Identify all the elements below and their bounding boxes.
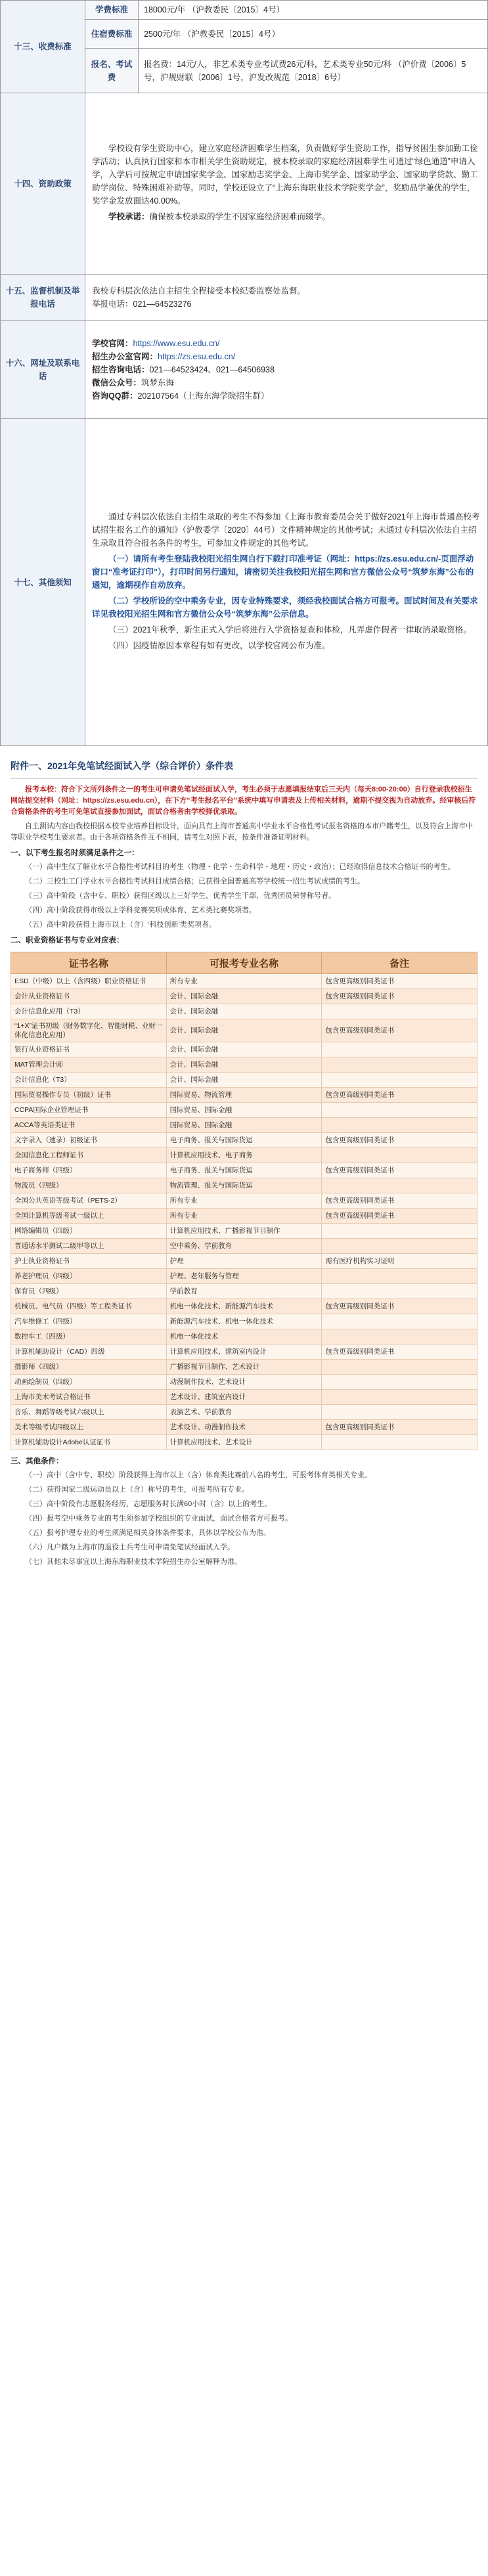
table-row xyxy=(11,1193,477,1209)
major-cell: 机电一体化技术、新能源汽车技术 xyxy=(166,1299,322,1314)
major-cell: 所有专业 xyxy=(166,974,322,989)
contact-item xyxy=(92,376,481,389)
contact-item xyxy=(92,363,481,376)
certificate-name-cell: 网络编辑员（四级） xyxy=(11,1224,167,1239)
notes-paragraph: （二）学校所设的空中乘务专业，因专业特殊要求，须经我校面试合格方可报考。面试时间及有关要求详见我校阳光招生网和官方微信公众号“筑梦东海”公示信息。 xyxy=(92,596,478,619)
major-cell: 会计、国际金融 xyxy=(166,1057,322,1073)
contact-label: 招生咨询电话： xyxy=(92,365,150,374)
fee-value: 18000元/年 （沪教委民〔2015〕4号） xyxy=(139,1,488,20)
major-cell: 会计、国际金融 xyxy=(166,1073,322,1088)
certificate-name-cell: 文字录入（速录）初级证书 xyxy=(11,1133,167,1148)
contact-label: 微信公众号： xyxy=(92,378,142,388)
certificate-name-cell: 普通话水平测试二级甲等以上 xyxy=(11,1239,167,1254)
note-cell: 包含更高级别同类证书 xyxy=(322,1163,477,1178)
note-cell: 包含更高级别同类证书 xyxy=(322,1019,477,1042)
table-row xyxy=(11,1224,477,1239)
column-header: 证书名称 xyxy=(11,952,167,974)
charter-table xyxy=(0,0,488,746)
certificate-name-cell: 电子商务师（四级） xyxy=(11,1163,167,1178)
certificate-name-cell: “1+X”证书初级（财务数字化、智能财税、业财一体化信息化应用） xyxy=(11,1019,167,1042)
condition-item: （四）高中阶段获得市级以上学科竞赛奖项或体育、艺术类比赛奖项者。 xyxy=(25,906,256,914)
contact-row xyxy=(1,321,488,419)
major-cell: 电子商务、报关与国际货运 xyxy=(166,1133,322,1148)
condition-item: （三）高中阶段有志愿服务经历，志愿服务时长满60小时（含）以上的考生。 xyxy=(25,1500,272,1508)
aid-promise xyxy=(92,210,481,223)
condition-item: （五）高中阶段获得上海市以上（含）‘科技创新’类奖项者。 xyxy=(25,921,216,929)
appendix-heading: 二、职业资格证书与专业对应表： xyxy=(11,937,124,944)
table-row xyxy=(11,1103,477,1118)
table-row xyxy=(11,1269,477,1284)
certificate-name-cell: 全国信息化工程师证书 xyxy=(11,1148,167,1163)
table-row xyxy=(11,1133,477,1148)
table-row xyxy=(11,1148,477,1163)
certificate-name-cell: 全国计算机等级考试一级以上 xyxy=(11,1209,167,1224)
certificate-name-cell: ACCA等英语类证书 xyxy=(11,1118,167,1133)
note-cell: 需有医疗机构实习证明 xyxy=(322,1254,477,1269)
appendix-intro-text: 报考本校：符合下文所列条件之一的考生可申请免笔试经面试入学，考生必须于志愿填报结束后三天内（每天8:00-20:00）自行登录我校招生网站提交材料（网址：https://zs.esu.edu.cn），在下方“考生报名平台”系统中填写申请表及上传相关材料，逾期不提交视为自动放弃。经审核后符合资格条件的考生可免笔试直接参加面试，面试合格者由学校择优录取。 xyxy=(11,786,476,816)
note-cell xyxy=(322,1224,477,1239)
major-cell: 表演艺术、学前教育 xyxy=(166,1405,322,1420)
major-cell: 会计、国际金融 xyxy=(166,1042,322,1057)
fee-row-tuition xyxy=(1,1,488,20)
major-cell: 机电一体化技术 xyxy=(166,1329,322,1344)
note-cell xyxy=(322,1329,477,1344)
table-row xyxy=(11,1239,477,1254)
appendix-intro: 自主测试内容由我校根据本校专业培养目标设计，面向具有上海市普通高中学业水平合格性考试报名资格的本市户籍考生，以及符合上海市中等职业学校考生要求者。由于各项资格条件互不相同，请考生对照下表，按条件准备证明材料。 xyxy=(11,822,473,841)
notes-paragraph: （四）因疫情原因本章程有如有更改，以学校官网公布为准。 xyxy=(108,640,330,650)
table-row xyxy=(11,1299,477,1314)
notes-content xyxy=(85,419,488,746)
notes-paragraph: （一）请所有考生登陆我校阳光招生网自行下载打印准考证（网址：https://zs.esu.edu.cn/-页面浮动窗口“准考证打印”），打印时间另行通知，请密切关注我校阳光招生网和官方微信公众号“筑梦东海”公布的通知，逾期视作自动放弃。 xyxy=(92,554,474,590)
note-cell xyxy=(322,1405,477,1420)
table-row xyxy=(11,1019,477,1042)
major-cell: 物流管理、报关与国际货运 xyxy=(166,1178,322,1193)
note-cell: 包含更高级别同类证书 xyxy=(322,1209,477,1224)
table-row xyxy=(11,1209,477,1224)
certificate-table-header xyxy=(11,952,477,974)
table-row xyxy=(11,1073,477,1088)
note-cell: 包含更高级别同类证书 xyxy=(322,989,477,1004)
note-cell xyxy=(322,1148,477,1163)
certificate-table xyxy=(11,952,477,1450)
major-cell: 国际贸易、物流管理 xyxy=(166,1088,322,1103)
major-cell: 计算机应用技术、建筑室内设计 xyxy=(166,1344,322,1360)
table-row xyxy=(11,1118,477,1133)
supervision-phone: 举报电话：021—64523276 xyxy=(92,299,192,309)
aid-paragraph: 学校设有学生资助中心，建立家庭经济困难学生档案，负责做好学生资助工作，指导贫困生参加勤工俭学活动；认真执行国家和本市相关学生资助规定，被本校录取的家庭经济困难学生可通过“绿色通道”申请入学，入学后可按规定申请国家奖学金、国家励志奖学金、上海市奖学金、国家助学金、国家助学贷款、勤工助学岗位、特殊困难补助等。同时，学校还设立了“上海东海职业技术学院奖学金”，奖励品学兼优的学生，奖学金发放面达40.00%。 xyxy=(92,143,478,206)
certificate-name-cell: 摄影师（四级） xyxy=(11,1360,167,1375)
certificate-name-cell: 计算机辅助设计（CAD）四级 xyxy=(11,1344,167,1360)
table-row xyxy=(11,1004,477,1019)
certificate-name-cell: 计算机辅助设计Adobe认证证书 xyxy=(11,1435,167,1450)
condition-item: （一）高中生仅了解业水平合格性考试科目的考生（物理・化学・生命科学・地理・历史・政治）；已经取得信息技术合格证书的考生。 xyxy=(25,863,455,871)
certificate-name-cell: 全国公共英语等级考试（PETS-2） xyxy=(11,1193,167,1209)
certificate-name-cell: ESD（中级）以上（含四级）职业资格证书 xyxy=(11,974,167,989)
certificate-name-cell: CCPA国际企业管理证书 xyxy=(11,1103,167,1118)
contact-item xyxy=(92,350,481,363)
aid-promise-label: 学校承诺： xyxy=(108,211,150,221)
major-cell: 国际贸易、国际金融 xyxy=(166,1103,322,1118)
aid-promise-text: 确保被本校录取的学生不因家庭经济困难而辍学。 xyxy=(149,211,330,221)
contact-label: 学校官网： xyxy=(92,338,133,348)
note-cell xyxy=(322,1284,477,1299)
aid-row xyxy=(1,93,488,275)
major-cell: 会计、国际金融 xyxy=(166,1004,322,1019)
major-cell: 会计、国际金融 xyxy=(166,989,322,1004)
contact-item xyxy=(92,337,481,350)
table-row xyxy=(11,1435,477,1450)
school-website-link[interactable]: https://www.esu.edu.cn/ xyxy=(133,338,220,348)
section-fees-title: 十三、收费标准 xyxy=(1,1,85,93)
certificate-name-cell: 会计从业资格证书 xyxy=(11,989,167,1004)
column-header: 备注 xyxy=(322,952,477,974)
certificate-name-cell: 保育员（四级） xyxy=(11,1284,167,1299)
condition-item: （二）三校生工门学业水平合格性考试科目成绩合格；已获得全国普通高等学校统一招生考试成绩的考生。 xyxy=(25,877,365,885)
major-cell: 护理 xyxy=(166,1254,322,1269)
certificate-name-cell: 会计信息化应用（T3） xyxy=(11,1004,167,1019)
certificate-name-cell: 养老护理员（四级） xyxy=(11,1269,167,1284)
certificate-name-cell: 机械员、电气员（四级）等工程类证书 xyxy=(11,1299,167,1314)
certificate-name-cell: 会计信息化（T3） xyxy=(11,1073,167,1088)
major-cell: 艺术设计、建筑室内设计 xyxy=(166,1390,322,1405)
fee-value: 报名费：14元/人，非艺术类专业考试费26元/科，艺术类专业50元/科 （沪价费〔2006〕5号，沪规财联〔2006〕1号，沪发改规范〔2018〕6号） xyxy=(139,49,488,93)
qq-group: 202107564（上海东海学院招生群） xyxy=(137,391,269,401)
appendix-heading: 三、其他条件： xyxy=(11,1457,64,1465)
table-row xyxy=(11,1178,477,1193)
section-aid-title: 十四、资助政策 xyxy=(1,93,85,275)
table-row xyxy=(11,1254,477,1269)
major-cell: 空中乘务、学前教育 xyxy=(166,1239,322,1254)
note-cell xyxy=(322,1375,477,1390)
section-notes-title: 十七、其他须知 xyxy=(1,419,85,746)
consult-phone: 021—64523424、021—64506938 xyxy=(149,365,275,374)
appendix xyxy=(0,746,488,1584)
note-cell xyxy=(322,1042,477,1057)
major-cell: 新能源汽车技术、机电一体化技术 xyxy=(166,1314,322,1329)
major-cell: 计算机应用技术、广播影视节目制作 xyxy=(166,1224,322,1239)
note-cell: 包含更高级别同类证书 xyxy=(322,1133,477,1148)
fee-label: 报名、考试费 xyxy=(85,49,139,93)
condition-item: （二）获得国家二级运动员以上（含）称号的考生，可报考所有专业。 xyxy=(25,1486,249,1494)
table-row xyxy=(11,1375,477,1390)
note-cell: 包含更高级别同类证书 xyxy=(322,1299,477,1314)
table-row xyxy=(11,1284,477,1299)
fee-label: 学费标准 xyxy=(85,1,139,20)
section-supervision-title: 十五、监督机制及举报电话 xyxy=(1,275,85,321)
note-cell xyxy=(322,1314,477,1329)
certificate-name-cell: 美术等级考试四级以上 xyxy=(11,1420,167,1435)
notes-paragraph: （三）2021年秋季，新生正式入学后将进行入学资格复查和体检，凡弄虚作假者一律取消录取资格。 xyxy=(108,625,472,634)
table-row xyxy=(11,1163,477,1178)
note-cell xyxy=(322,1360,477,1375)
condition-item: （四）报考空中乘务专业的考生须参加学校组织的专业面试，面试合格者方可报考。 xyxy=(25,1515,292,1522)
table-row xyxy=(11,1088,477,1103)
notes-paragraph: 通过专科层次依法自主招生录取的考生不得参加《上海市教育委员会关于做好2021年上海市普通高校考试招生报名工作的通知》（沪教委学〔2020〕44号）文件精神规定的其他考试；未通过专科层次依法自主招生录取且符合报名条件的考生，可参加文件规定的其他考试。 xyxy=(92,512,480,548)
contact-label: 咨询QQ群： xyxy=(92,391,138,401)
aid-content xyxy=(85,93,488,275)
fee-value: 2500元/年 （沪教委民〔2015〕4号） xyxy=(139,20,488,49)
appendix-title: 附件一、2021年免笔试经面试入学（综合评价）条件表 xyxy=(11,753,477,779)
major-cell: 计算机应用技术、电子商务 xyxy=(166,1148,322,1163)
certificate-name-cell: 汽车维修工（四级） xyxy=(11,1314,167,1329)
note-cell xyxy=(322,1269,477,1284)
note-cell xyxy=(322,1239,477,1254)
note-cell xyxy=(322,1178,477,1193)
fee-label: 住宿费标准 xyxy=(85,20,139,49)
note-cell xyxy=(322,1390,477,1405)
note-cell: 包含更高级别同类证书 xyxy=(322,1420,477,1435)
appendix-heading: 一、以下考生报名时须满足条件之一： xyxy=(11,849,139,857)
condition-item: （一）高中（含中专、职校）阶段获得上海市以上（含）体育类比赛前八名的考生，可报考体育类相关专业。 xyxy=(25,1471,372,1479)
certificate-name-cell: 上海市美术考试合格证书 xyxy=(11,1390,167,1405)
note-cell: 包含更高级别同类证书 xyxy=(322,1088,477,1103)
supervision-content xyxy=(85,275,488,321)
table-row xyxy=(11,1057,477,1073)
note-cell xyxy=(322,1004,477,1019)
table-row xyxy=(11,1042,477,1057)
note-cell xyxy=(322,1057,477,1073)
table-row xyxy=(11,1329,477,1344)
major-cell: 所有专业 xyxy=(166,1209,322,1224)
major-cell: 计算机应用技术、艺术设计 xyxy=(166,1435,322,1450)
major-cell: 广播影视节目制作、艺术设计 xyxy=(166,1360,322,1375)
certificate-name-cell: 音乐、舞蹈等级考试六级以上 xyxy=(11,1405,167,1420)
supervision-text: 我校专科层次依法自主招生全程接受本校纪委监察处监督。 xyxy=(92,286,306,296)
supervision-row xyxy=(1,275,488,321)
note-cell: 包含更高级别同类证书 xyxy=(322,974,477,989)
table-row xyxy=(11,974,477,989)
certificate-name-cell: 动画绘制员（四级） xyxy=(11,1375,167,1390)
major-cell: 国际贸易、国际金融 xyxy=(166,1118,322,1133)
admissions-website-link[interactable]: https://zs.esu.edu.cn/ xyxy=(158,351,236,361)
major-cell: 会计、国际金融 xyxy=(166,1019,322,1042)
major-cell: 学前教育 xyxy=(166,1284,322,1299)
condition-item: （七）其他未尽事宜以上海东海职业技术学院招生办公室解释为准。 xyxy=(25,1558,242,1566)
major-cell: 电子商务、报关与国际货运 xyxy=(166,1163,322,1178)
wechat-account: 筑梦东海 xyxy=(141,378,175,388)
table-row xyxy=(11,1360,477,1375)
note-cell xyxy=(322,1073,477,1088)
table-row xyxy=(11,1405,477,1420)
certificate-name-cell: 物流员（四级） xyxy=(11,1178,167,1193)
condition-item: （六）凡户籍为上海市的退役士兵考生可申请免笔试经面试入学。 xyxy=(25,1543,234,1551)
notes-row xyxy=(1,419,488,746)
condition-item: （五）报考护理专业的考生须满足相关身体条件要求，具体以学校公布为准。 xyxy=(25,1529,271,1537)
certificate-name-cell: 银行从业资格证书 xyxy=(11,1042,167,1057)
column-header: 可报考专业名称 xyxy=(166,952,322,974)
contact-label: 招生办公室官网： xyxy=(92,351,158,361)
note-cell: 包含更高级别同类证书 xyxy=(322,1344,477,1360)
certificate-name-cell: 国际贸易操作专员（初级）证书 xyxy=(11,1088,167,1103)
certificate-name-cell: MAT管理会计师 xyxy=(11,1057,167,1073)
appendix-intro xyxy=(11,784,477,818)
major-cell: 艺术设计、动漫制作技术 xyxy=(166,1420,322,1435)
table-row xyxy=(11,1344,477,1360)
major-cell: 护理、老年服务与管理 xyxy=(166,1269,322,1284)
major-cell: 所有专业 xyxy=(166,1193,322,1209)
section-contact-title: 十六、网址及联系电话 xyxy=(1,321,85,419)
note-cell xyxy=(322,1103,477,1118)
contact-item xyxy=(92,389,481,403)
major-cell: 动漫制作技术、艺术设计 xyxy=(166,1375,322,1390)
table-row xyxy=(11,1390,477,1405)
contact-content xyxy=(85,321,488,419)
note-cell: 包含更高级别同类证书 xyxy=(322,1193,477,1209)
note-cell xyxy=(322,1118,477,1133)
table-row xyxy=(11,989,477,1004)
table-row xyxy=(11,1314,477,1329)
certificate-name-cell: 护士执业资格证书 xyxy=(11,1254,167,1269)
note-cell xyxy=(322,1435,477,1450)
certificate-name-cell: 数控车工（四级） xyxy=(11,1329,167,1344)
table-row xyxy=(11,1420,477,1435)
condition-item: （三）高中阶段（含中专、职校）获得区级以上三好学生、优秀学生干部、优秀团员荣誉称号者。 xyxy=(25,892,336,900)
